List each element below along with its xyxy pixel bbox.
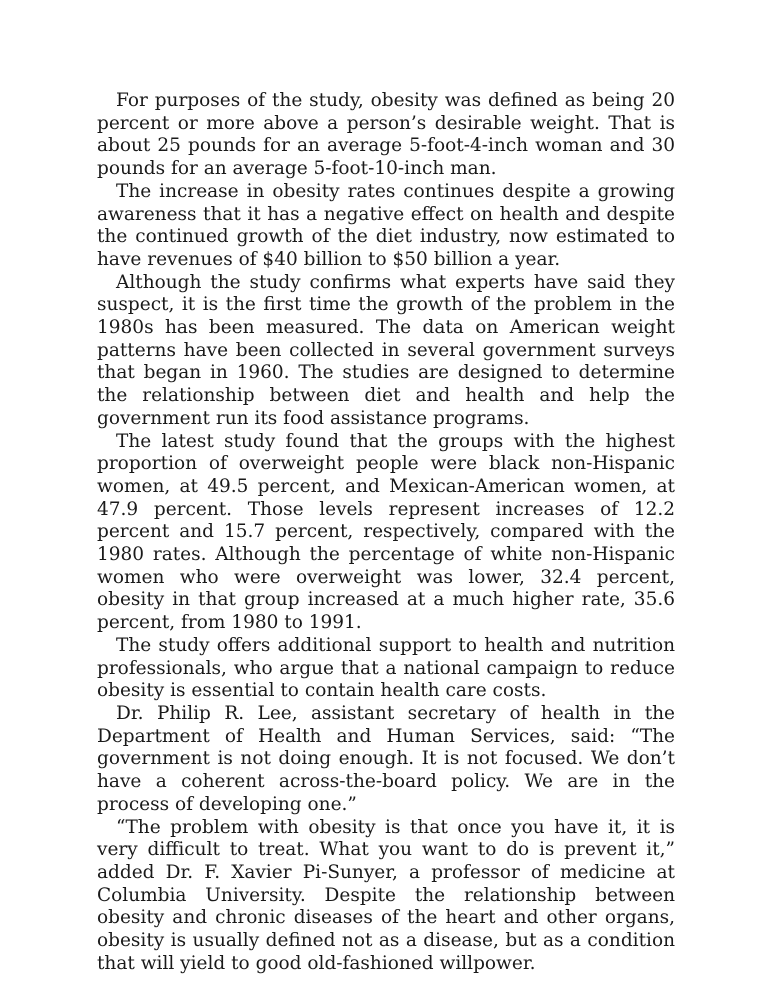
paragraph-philip-lee-quote: Dr. Philip R. Lee, assistant secretary of health in the Department of Health and Human Services, said: “The government is not doing enough. It is not focused. We don’t have a coherent across-the-board policy. We are in the process of developing one.” bbox=[97, 702, 675, 815]
paragraph-latest-study-findings: The latest study found that the groups with the highest proportion of overweight people were black non-Hispanic women, at 49.5 percent, and Mexican-American women, at 47.9 percent. Those levels represent increases of 12.2 percent and 15.7 percent, respectively, compared with the 1980 rates. Although the percentage of white non-Hispanic women who were overweight was lower, 32.4 percent, obesity in that group increased at a much higher rate, 35.6 percent, from 1980 to 1991. bbox=[97, 430, 675, 634]
paragraph-additional-support: The study offers additional support to health and nutrition professionals, who argue that a national campaign to reduce obesity is essential to contain health care costs. bbox=[97, 634, 675, 702]
paragraph-obesity-increase: The increase in obesity rates continues despite a growing awareness that it has a negative effect on health and despite the continued growth of the diet industry, now estimated to have revenues of $40 billion to $50 billion a year. bbox=[97, 180, 675, 270]
document-body bbox=[97, 90, 675, 975]
paragraph-study-confirms: Although the study confirms what experts have said they suspect, it is the first time the growth of the problem in the 1980s has been measured. The data on American weight patterns have been collected in several government surveys that began in 1960. The studies are designed to determine the relationship between diet and health and help the government run its food assistance programs. bbox=[97, 271, 675, 429]
paragraph-pi-sunyer-quote: “The problem with obesity is that once you have it, it is very difficult to treat. What you want to do is prevent it,” added Dr. F. Xavier Pi-Sunyer, a professor of medicine at Columbia University. Despite the relationship between obesity and chronic diseases of the heart and other organs, obesity is usually defined not as a disease, but as a condition that will yield to good old-fashioned willpower. bbox=[97, 816, 675, 974]
paragraph-obesity-definition: For purposes of the study, obesity was defined as being 20 percent or more above a person’s desirable weight. That is about 25 pounds for an average 5-foot-4-inch woman and 30 pounds for an average 5-foot-10-inch man. bbox=[97, 90, 675, 180]
